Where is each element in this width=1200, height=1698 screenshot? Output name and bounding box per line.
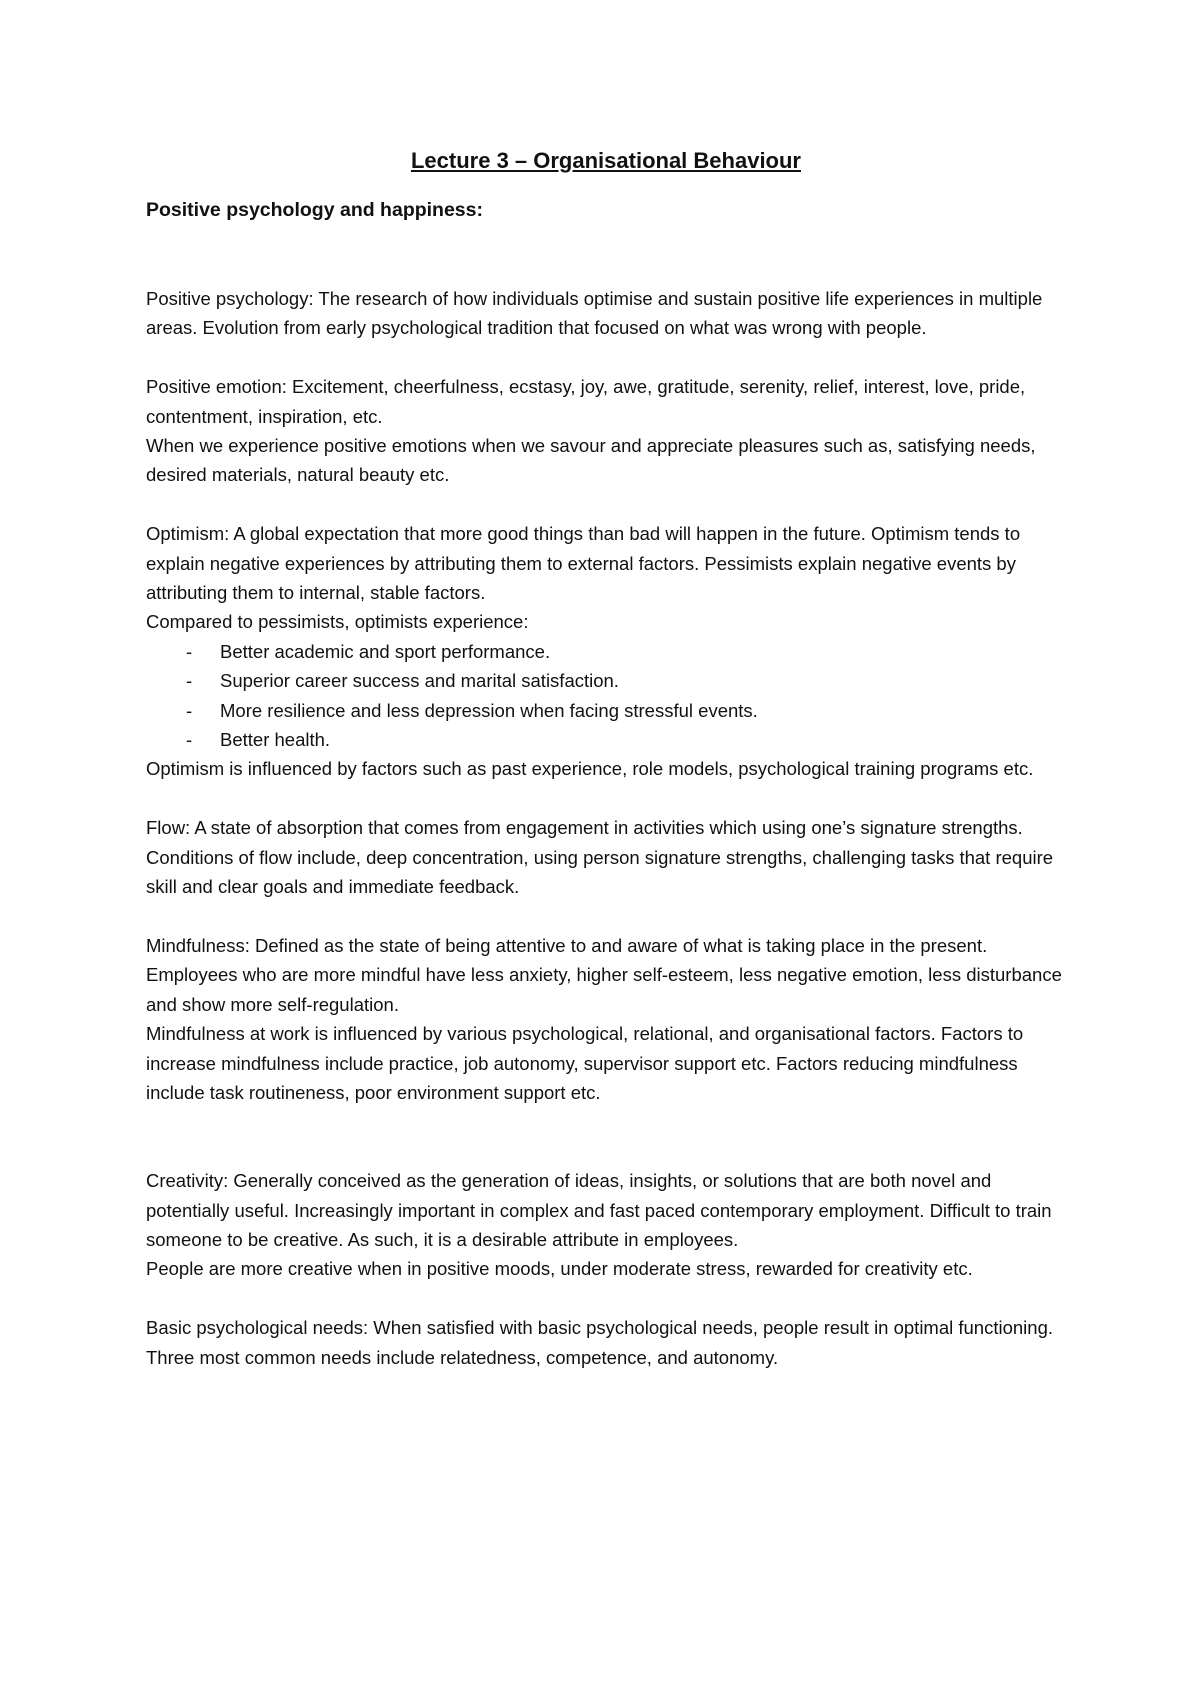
- mindfulness-definition: Mindfulness: Defined as the state of being attentive to and aware of what is taking place in the present. Employees who are more mindful have less anxiety, higher self-esteem, less negative emotion, less disturbance and show more self-regulation.: [146, 934, 1062, 1015]
- list-item: [146, 637, 1066, 666]
- list-item: [146, 666, 1066, 695]
- optimism-bullet-list: [146, 637, 1066, 755]
- basic-needs-paragraph: Basic psychological needs: When satisfied with basic psychological needs, people result in optimal functioning. Three most common needs include relatedness, competence, and autonomy.: [146, 1317, 1054, 1368]
- spacer: [146, 490, 1066, 519]
- list-item-text: More resilience and less depression when facing stressful events.: [220, 699, 758, 721]
- positive-emotion-definition: Positive emotion: Excitement, cheerfulness, ecstasy, joy, awe, gratitude, serenity, relief, interest, love, pride, contentment, inspiration, etc.: [146, 376, 1026, 427]
- dash-marker: -: [186, 729, 193, 751]
- spacer: [146, 1107, 1066, 1166]
- dash-marker: -: [186, 699, 193, 721]
- list-item-text: Better health.: [220, 729, 331, 751]
- list-item-text: Better academic and sport performance.: [220, 640, 551, 662]
- flow-paragraph: Flow: A state of absorption that comes from engagement in activities which using one’s signature strengths. Conditions of flow include, deep concentration, using person signature strengths, challenging tasks that require skill and clear goals and immediate feedback.: [146, 817, 1054, 898]
- spacer: [146, 901, 1066, 930]
- mindfulness-factors: Mindfulness at work is influenced by various psychological, relational, and organisational factors. Factors to increase mindfulness include practice, job autonomy, supervisor support etc. Factors reducing mindfulness include task routineness, poor environment support etc.: [146, 1023, 1024, 1103]
- spacer: [146, 784, 1066, 813]
- section-heading: Positive psychology and happiness:: [146, 199, 483, 221]
- positive-emotion-detail: When we experience positive emotions when we savour and appreciate pleasures such as, satisfying needs, desired materials, natural beauty etc.: [146, 435, 1036, 486]
- creativity-conditions: People are more creative when in positive moods, under moderate stress, rewarded for creativity etc.: [146, 1258, 973, 1280]
- optimism-definition: Optimism: A global expectation that more good things than bad will happen in the future. Optimism tends to explain negative experiences by attributing them to external factors. Pessimists explain negative events by attributing them to internal, stable factors.: [146, 523, 1021, 604]
- optimism-influence: Optimism is influenced by factors such as past experience, role models, psychological training programs etc.: [146, 758, 1034, 780]
- spacer: [146, 1284, 1066, 1313]
- optimism-list-intro: Compared to pessimists, optimists experience:: [146, 611, 529, 633]
- dash-marker: -: [186, 670, 193, 692]
- list-item: [146, 725, 1066, 754]
- document-body: [146, 146, 1066, 1372]
- list-item: [146, 696, 1066, 725]
- positive-psychology-paragraph: Positive psychology: The research of how individuals optimise and sustain positive life experiences in multiple areas. Evolution from early psychological tradition that focused on what was wrong with people.: [146, 288, 1043, 339]
- creativity-definition: Creativity: Generally conceived as the generation of ideas, insights, or solutions that are both novel and potentially useful. Increasingly important in complex and fast paced contemporary employment. Difficult to train someone to be creative. As such, it is a desirable attribute in employees.: [146, 1170, 1052, 1250]
- dash-marker: -: [186, 640, 193, 662]
- spacer: [146, 343, 1066, 372]
- page-title: Lecture 3 – Organisational Behaviour: [410, 148, 801, 173]
- list-item-text: Superior career success and marital satisfaction.: [220, 670, 619, 692]
